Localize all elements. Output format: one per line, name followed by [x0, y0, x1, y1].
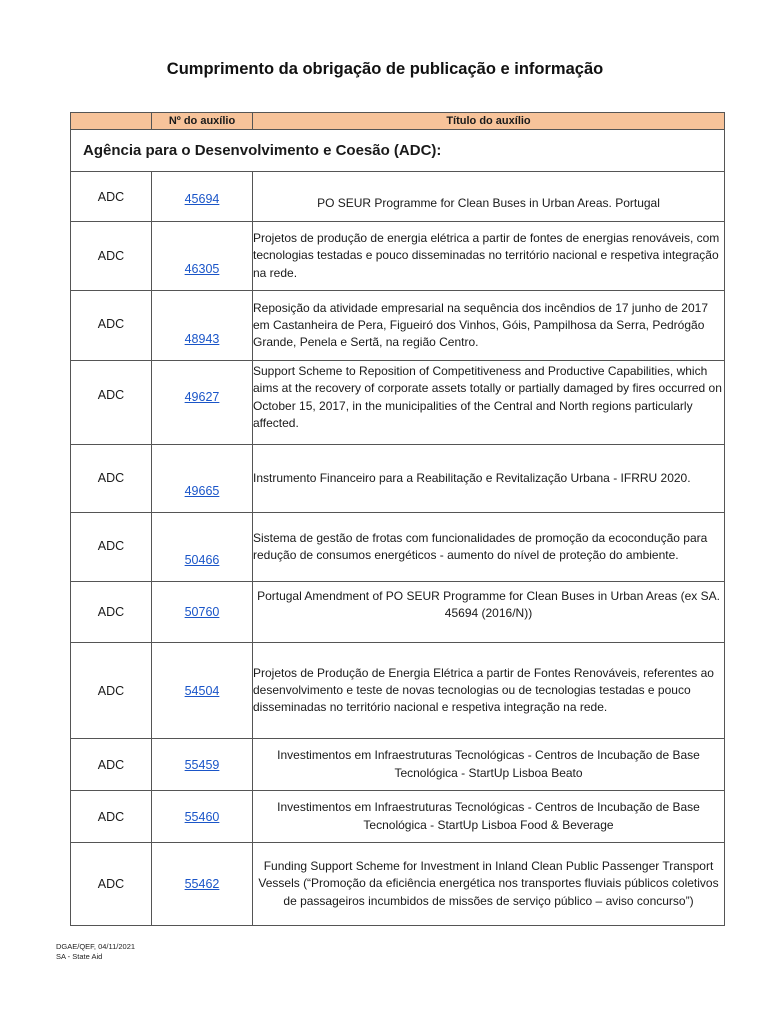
aid-number-cell	[152, 791, 253, 843]
aid-number-link[interactable]: 45694	[184, 192, 220, 206]
org-cell: ADC	[71, 172, 152, 222]
org-cell: ADC	[71, 791, 152, 843]
org-cell: ADC	[71, 643, 152, 739]
table-row	[71, 361, 725, 445]
table-row	[71, 791, 725, 843]
table-row	[71, 222, 725, 291]
aid-number-link[interactable]: 46305	[184, 262, 220, 276]
table-row	[71, 172, 725, 222]
org-cell: ADC	[71, 513, 152, 582]
aid-number-cell	[152, 172, 253, 222]
table-header-row	[71, 113, 725, 130]
aid-title-cell: Instrumento Financeiro para a Reabilitação e Revitalização Urbana - IFRRU 2020.	[253, 445, 725, 513]
aid-number-cell	[152, 291, 253, 361]
aid-number-cell	[152, 361, 253, 445]
org-cell: ADC	[71, 739, 152, 791]
aid-title-cell: Projetos de Produção de Energia Elétrica a partir de Fontes Renováveis, referentes ao desenvolvimento e teste de novas tecnologias ou de tecnologias testadas e pouco disseminadas no território nacional e respetiva integração na rede.	[253, 643, 725, 739]
aid-number-link[interactable]: 49627	[184, 390, 220, 404]
table-row	[71, 582, 725, 643]
aid-number-cell	[152, 643, 253, 739]
table-row	[71, 291, 725, 361]
table-row	[71, 739, 725, 791]
org-cell: ADC	[71, 843, 152, 926]
table-row	[71, 445, 725, 513]
table-row	[71, 843, 725, 926]
header-aid-title: Título do auxílio	[253, 113, 725, 130]
aid-title-cell: Investimentos em Infraestruturas Tecnológicas - Centros de Incubação de Base Tecnológica - StartUp Lisboa Beato	[253, 739, 725, 791]
header-blank	[71, 113, 152, 130]
table-row	[71, 643, 725, 739]
org-cell: ADC	[71, 445, 152, 513]
aid-title-cell: Funding Support Scheme for Investment in Inland Clean Public Passenger Transport Vessels (“Promoção da eficiência energética nos transportes fluviais públicos coletivos de passageiros incumbidos de missões de serviço público – aviso concurso”)	[253, 843, 725, 926]
state-aid-table	[70, 112, 725, 926]
aid-number-link[interactable]: 55459	[184, 757, 220, 772]
aid-title-cell: Support Scheme to Reposition of Competitiveness and Productive Capabilities, which aims at the recovery of corporate assets totally or partially damaged by fires occurred on October 15, 2017, in the municipalities of the Central and North regions particularly affected.	[253, 361, 725, 445]
aid-number-link[interactable]: 49665	[184, 484, 220, 498]
aid-number-link[interactable]: 50466	[184, 553, 220, 567]
aid-number-link[interactable]: 54504	[184, 683, 220, 698]
aid-title-cell: Sistema de gestão de frotas com funcionalidades de promoção da ecocondução para redução de consumos energéticos - aumento do nível de proteção do ambiente.	[253, 513, 725, 582]
aid-number-cell	[152, 582, 253, 643]
table-row	[71, 513, 725, 582]
footer-source: DGAE/QEF, 04/11/2021	[56, 942, 136, 951]
section-title: Agência para o Desenvolvimento e Coesão (ADC):	[71, 130, 725, 172]
aid-title-cell: Projetos de produção de energia elétrica a partir de fontes de energias renováveis, com tecnologias testadas e pouco disseminadas no território nacional e respetiva integração na rede.	[253, 222, 725, 291]
section-row	[71, 130, 725, 172]
aid-title-cell: Reposição da atividade empresarial na sequência dos incêndios de 17 junho de 2017 em Castanheira de Pera, Figueiró dos Vinhos, Góis, Pampilhosa da Serra, Pedrógão Grande, Penela e Sertã, na região Centro.	[253, 291, 725, 361]
aid-number-link[interactable]: 55460	[184, 809, 220, 824]
aid-number-link[interactable]: 48943	[184, 332, 220, 346]
aid-number-cell	[152, 222, 253, 291]
header-aid-number: Nº do auxílio	[152, 113, 253, 130]
org-cell: ADC	[71, 361, 152, 445]
aid-number-cell	[152, 513, 253, 582]
org-cell: ADC	[71, 582, 152, 643]
footer	[56, 942, 135, 962]
aid-title-cell: PO SEUR Programme for Clean Buses in Urban Areas. Portugal	[253, 172, 725, 222]
page-title: Cumprimento da obrigação de publicação e informação	[166, 60, 604, 78]
aid-number-cell	[152, 843, 253, 926]
org-cell: ADC	[71, 291, 152, 361]
aid-number-cell	[152, 739, 253, 791]
footer-legend: SA - State Aid	[56, 952, 103, 961]
aid-title-cell: Investimentos em Infraestruturas Tecnológicas - Centros de Incubação de Base Tecnológica - StartUp Lisboa Food & Beverage	[253, 791, 725, 843]
aid-number-link[interactable]: 50760	[184, 605, 220, 619]
aid-number-cell	[152, 445, 253, 513]
org-cell: ADC	[71, 222, 152, 291]
aid-title-cell: Portugal Amendment of PO SEUR Programme for Clean Buses in Urban Areas (ex SA. 45694 (2016/N))	[253, 582, 725, 643]
aid-number-link[interactable]: 55462	[184, 877, 220, 891]
